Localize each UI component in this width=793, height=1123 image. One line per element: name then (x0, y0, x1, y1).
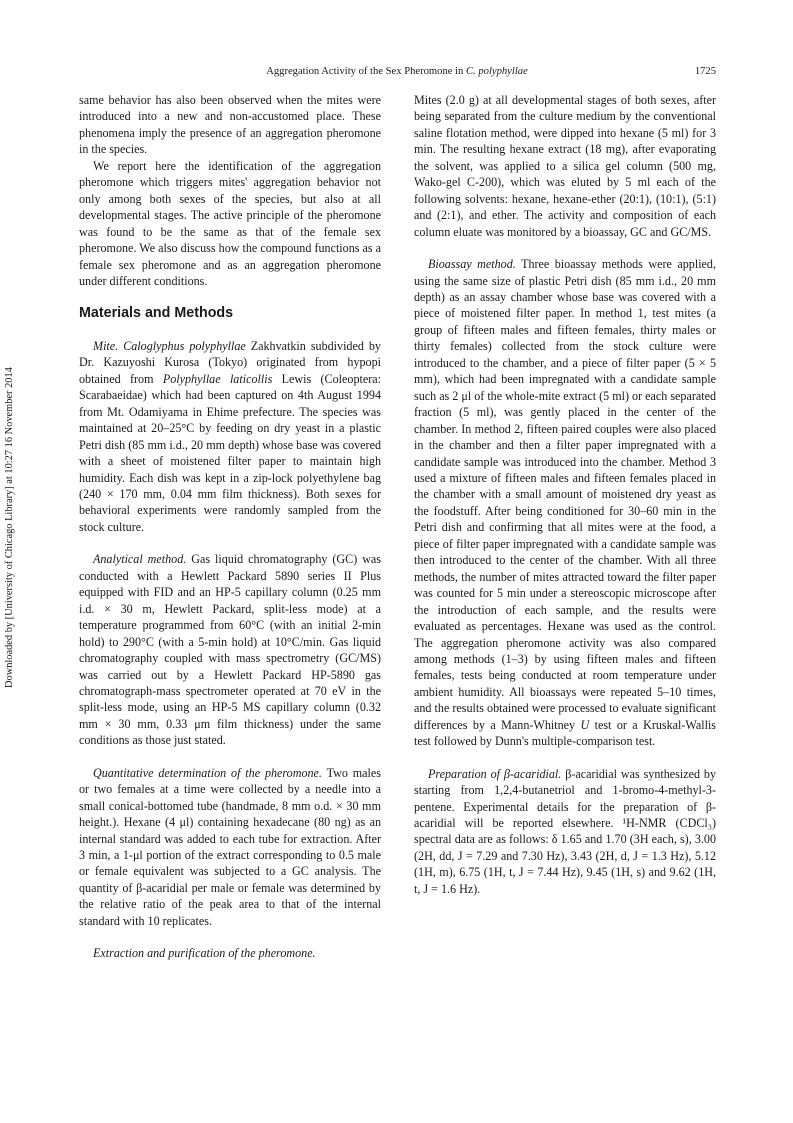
bioassay-u: U (580, 717, 590, 732)
running-head-species: C. polyphyllae (465, 66, 528, 77)
paragraph-bioassay (414, 256, 716, 750)
bioassay-text-a: Three bioassay methods were applied, using the same size of plastic Petri dish (85 mm i.d., 20 mm depth) as an assay chamber whose base was covered with a piece of moistened filter paper. In method 1, test mites (a group of fifteen males and fifteen females, thirty males or thirty females) collected from the stock culture were introduced to the chamber, and a piece of filter paper (5 × 5 mm), which had been impregnated with a candidate sample such as 2 μl of the whole-mite extract (5 ml) or each separated fraction (5 ml), was gently placed in the center of the chamber. In method 2, fifteen paired couples were also placed in the chamber and then a filter paper impregnated with a candidate sample was introduced into the chamber. Method 3 used a mixture of fifteen males and fifteen females placed in the chamber with a small amount of moistened dry yeast as the foodstuff. After being conditioned for 30–60 min in the Petri dish and confirming that all mites were at the food, a piece of filter paper impregnated with a candidate sample was then introduced to the center of the chamber. With all three methods, the number of mites attracted toward the filter paper was counted for 5 min under a stereoscopic microscope after the introduction of each sample, and the results were evaluated as percentages. Hexane was used as the control. The aggregation pheromone activity was also compared among methods (1–3) by using fifteen males and fifteen females, tests being conducted at room temperature under ambient humidity. All bioassays were repeated 5–10 times, and the results obtained were processed to evaluate significant differences by a Mann-Whitney (414, 257, 716, 732)
paragraph-preparation (414, 766, 716, 898)
right-column (414, 92, 716, 897)
running-header (78, 66, 716, 82)
paragraph-aim: We report here the identification of the aggregation pheromone which triggers mites' aggregation behavior not only among both sexes of the species, but also at all developmental stages. The active principle of the pheromone was found to be the same as that of the female sex pheromone. We also discuss how the compound functions as a female sex pheromone and as an aggregation pheromone under different conditions. (79, 158, 381, 288)
mite-species: Caloglyphus polyphyllae (123, 338, 246, 353)
analytical-text: Gas liquid chromatography (GC) was conducted with a Hewlett Packard 5890 series II Plus equipped with FID and an HP-5 capillary column (0.25 mm i.d. × 30 m, Hewlett Packard, split-less mode) at a temperature programmed from 60°C (with an initial 2-min hold) to 290°C (with a 5-min hold) at 10°C/min. Gas liquid chromatography coupled with mass spectrometry (GC/MS) was carried out by a Hewlett Packard HP-5890 gas chromatograph-mass spectrometer operated at 70 eV in the split-less mode, using an HP-5 MS capillary column (0.32 mm × 30 mm, 0.33 μm film thickness) under the same conditions as those just stated. (79, 552, 382, 748)
analytical-heading: Analytical method. (93, 552, 187, 567)
bioassay-text-b: test or a Kruskal-Wallis test followed by Dunn's multiple-comparison test. (414, 717, 717, 749)
paragraph-extraction-heading (79, 945, 381, 961)
page-number: 1725 (694, 66, 716, 77)
paragraph-extraction-cont: Mites (2.0 g) at all developmental stages of both sexes, after being separated from the culture medium by the conventional saline flotation method, were dipped into hexane (5 ml) for 3 min. The resulting hexane extract (18 mg), after evaporating the solvent, was applied to a silica gel column (500 mg, Wako-gel C-200), which was eluted by 5 ml each of the following solvents: hexane, hexane-ether (20:1), (10:1), (5:1) and (2:1), and ether. The activity and composition of each column eluate was monitored by a bioassay, GC and GC/MS. (414, 93, 716, 239)
mite-text-b: Lewis (Coleoptera: Scarabaeidae) which had been captured on 4th August 1994 from Mt. Odamiyama in Ehime prefecture. The species was maintained at 20–25°C by feeding on dry yeast in a plastic Petri dish (85 mm i.d., 20 mm depth) whose base was covered with a sheet of moistened filter paper to maintain high humidity. Each dish was kept in a zip-lock polyethylene bag (240 × 170 mm, 0.04 mm film thickness). Both sexes for behavioral experiments were randomly sampled from the stock culture. (79, 371, 381, 534)
extraction-heading: Extraction and purification of the pheromone. (93, 946, 316, 961)
mite-host: Polyphyllae laticollis (162, 371, 273, 386)
paragraph-quantitative (79, 765, 381, 930)
download-notice-text: Downloaded by [University of Chicago Library] at 10:27 16 November 2014 (4, 367, 15, 688)
prep-heading: Preparation of β-acaridial. (428, 766, 562, 781)
prep-text: β-acaridial was synthesized by starting from 1,2,4-butanetriol and 1-bromo-4-methyl-3-pentene. Experimental details for the preparation of β-acaridial will be reported elsewhere. ¹H-NMR (CDCl₃) spectral data are as follows: δ 1.65 and 1.70 (3H each, s), 3.00 (2H, dd, J = 7.29 and 7.30 Hz), 3.43 (2H, d, J = 1.3 Hz), 5.12 (1H, m), 6.75 (1H, t, J = 7.44 Hz), 9.45 (1H, s) and 9.62 (1H, t, J = 1.6 Hz). (414, 766, 717, 896)
section-heading-materials-methods: Materials and Methods (79, 305, 234, 322)
paragraph-mite (79, 338, 381, 535)
mite-text-a: Zakhvatkin subdivided by Dr. Kazuyoshi Kurosa (Tokyo) originated from hypopi obtained from (79, 338, 381, 386)
running-head (78, 66, 716, 77)
running-head-text: Aggregation Activity of the Sex Pheromone in (266, 66, 466, 77)
quant-text: Two males or two females at a time were collected by a needle into a small conical-bottomed tube (handmade, 8 mm o.d. × 30 mm height.). Hexane (4 μl) containing hexadecane (80 ng) as an internal standard was added to each tube for extraction. After 3 min, a 1-μl portion of the extract corresponding to 0.5 male or female equivalent was subjected to a GC analysis. The quantity of β-acaridial per male or female was determined by the relative ratio of the peak area to that of the internal standard with 10 replicates. (79, 765, 381, 928)
mite-heading: Mite. (93, 338, 119, 353)
paragraph-continuation: same behavior has also been observed when the mites were introduced into a new and non-accustomed place. These phenomena imply the presence of an aggregation pheromone in the species. (79, 93, 381, 157)
paragraph-analytical (79, 551, 381, 748)
left-column (79, 92, 381, 962)
quant-heading: Quantitative determination of the pheromone. (93, 765, 322, 780)
download-notice (4, 356, 20, 688)
bioassay-heading: Bioassay method. (428, 257, 516, 272)
